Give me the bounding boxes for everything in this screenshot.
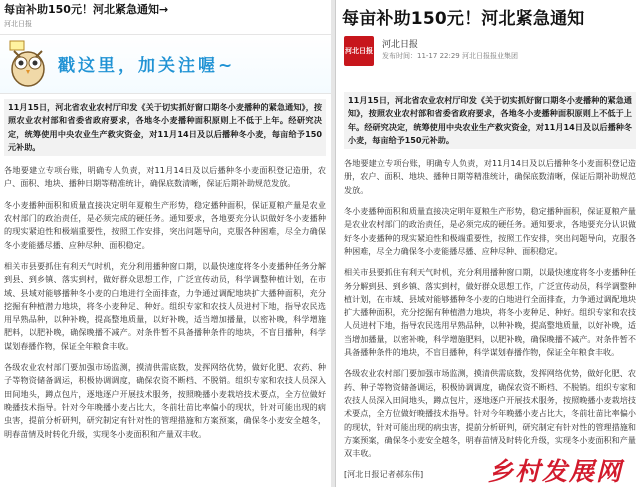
- article-body: [344, 92, 636, 487]
- paragraph: 各级农业农村部门要加强市场监测，摸清供需底数，发挥网络优势，做好化肥、农药、种子等物资储备调运，积极协调调度，确保农资不断档、不脱销。组织专家和农技人员深入田间地头，蹲点包片，逐地逐户开展技术服务，按照晚播小麦栽培技术要点，全方位做好晚播技术指导。针对今年晚播小麦占比大，冬前壮苗比率偏小的现状，针对可能出现的病虫害，提前分析研判，研究制定有针对性的管理措施和方案预案，确保冬小麦安全越冬，明春苗情及时转化升级，实现冬小麦面积和产量双丰收。: [344, 368, 636, 459]
- site-watermark: 乡村发展网: [488, 457, 624, 486]
- reporter-credit: [河北日报记者郝东伟]: [344, 469, 424, 480]
- right-article-screenshot: [335, 0, 640, 487]
- paragraph: 冬小麦播种面积和质量直接决定明年夏粮生产形势，稳定播种面积，保证夏粮产量是农业农村部门的政治责任，是必须完成的硬任务。通知要求，各地要充分认识做好冬小麦播种的现实紧迫性和极端重要性，按照工作安排，突出问题导向，克服各种困难，尽全力确保冬小麦能播尽播、应种尽种、面积稳定。: [344, 206, 636, 256]
- publish-meta: 发布时间：11-17 22:29 河北日报报业集团: [382, 52, 518, 60]
- follow-banner[interactable]: [0, 34, 331, 94]
- paragraph: 各地要建立专项台账，明确专人负责，对11月14日及以后播种冬小麦面积登记造册，农户、面积、地块、播种日期等精准统计，确保底数清晰，保证后期补助规范发放。: [4, 165, 326, 189]
- lead-paragraph: 11月15日，河北省农业农村厅印发《关于切实抓好窗口期冬小麦播种的紧急通知》，按照农业农村部和省委省政府要求，各地冬小麦播种面积原则上不低于上年。经研究决定，统筹使用中央农业生产救灾资金，对11月14日及以后播种冬小麦，每亩给予150元补助。: [4, 99, 326, 156]
- lead-paragraph: 11月15日，河北省农业农村厅印发《关于切实抓好窗口期冬小麦播种的紧急通知》，按照农业农村部和省委省政府要求，各地冬小麦播种面积原则上不低于上年。经研究决定，统筹使用中央农业生产救灾资金，对11月14日及以后播种冬小麦，每亩给予150元补助。: [344, 92, 636, 149]
- paragraph: 各级农业农村部门要加强市场监测，摸清供需底数，发挥网络优势，做好化肥、农药、种子等物资储备调运，积极协调调度，确保农资不断档、不脱销。组织专家和农技人员深入田间地头，蹲点包片，逐地逐户开展技术服务，按照晚播小麦栽培技术要点，全方位做好晚播技术指导。针对今年晚播小麦占比大，冬前壮苗比率偏小的现状，针对可能出现的病虫害，提前分析研判，研究制定有针对性的管理措施和方案预案，确保冬小麦安全越冬，明春苗情及时转化升级，实现冬小麦面积和产量双丰收。: [4, 362, 326, 439]
- paragraph: 各地要建立专项台账，明确专人负责，对11月14日及以后播种冬小麦面积登记造册，农户、面积、地块、播种日期等精准统计，确保底数清晰，保证后期补助规范发放。: [344, 158, 636, 195]
- owl-mascot-icon: [6, 39, 50, 89]
- article-title: 每亩补助150元！河北紧急通知→: [4, 3, 169, 16]
- paragraph: 相关市县要抓住有利天气时机，充分利用播种窗口期，以最快速度将冬小麦播种任务分解到县、到乡镇、落实到村，做好群众思想工作，广泛宣传动员，科学调整种植计划，在市域、县域对能够播种冬小麦的白地进行全面排查，力争通过调配地块扩大播种面积，充分挖掘有种植潜力地块，将冬小麦种足、种好。组织专家和农技人员进村下地，指导农民选用早熟品种，以种补晚，提高整地质量，以好补晚，适当增加播量，以密补晚，科学增施肥料，以肥补晚，确保晚播不减产。对条件暂不具备播种条件的地块，不盲目播种，科学谋划春播作物，保证全年粮食丰收。: [4, 260, 326, 351]
- article-body: [4, 99, 326, 449]
- paragraph: 冬小麦播种面积和质量直接决定明年夏粮生产形势，稳定播种面积，保证夏粮产量是农业农村部门的政治责任，是必须完成的硬任务。通知要求，各地要充分认识做好冬小麦播种的现实紧迫性和极端重要性，按照工作安排，突出问题导向，克服各种困难，尽全力确保冬小麦能播尽播、应种尽种、面积稳定。: [4, 199, 326, 250]
- publisher-name[interactable]: 河北日报: [382, 40, 419, 50]
- banner-text: 戳这里，加关注喔~: [58, 56, 236, 76]
- paragraph: 相关市县要抓住有利天气时机，充分利用播种窗口期，以最快速度将冬小麦播种任务分解到县、到乡镇、落实到村，做好群众思想工作，广泛宣传动员，科学调整种植计划，在市域、县域对能够播种冬小麦的白地进行全面排查，力争通过调配地块扩大播种面积，充分挖掘有种植潜力地块，将冬小麦种足、种好。组织专家和农技人员进村下地，指导农民选用早熟品种，以种补晚，提高整地质量，以好补晚，适当增加播量，以密补晚，科学增施肥料，以肥补晚，确保晚播不减产。对条件暂不具备播种条件的地块，不盲目播种，科学谋划春播作物，保证全年粮食丰收。: [344, 267, 636, 358]
- article-title: 每亩补助150元！河北紧急通知: [342, 9, 585, 29]
- article-source: 河北日报: [4, 20, 32, 28]
- publisher-avatar[interactable]: 河北日报: [344, 36, 374, 66]
